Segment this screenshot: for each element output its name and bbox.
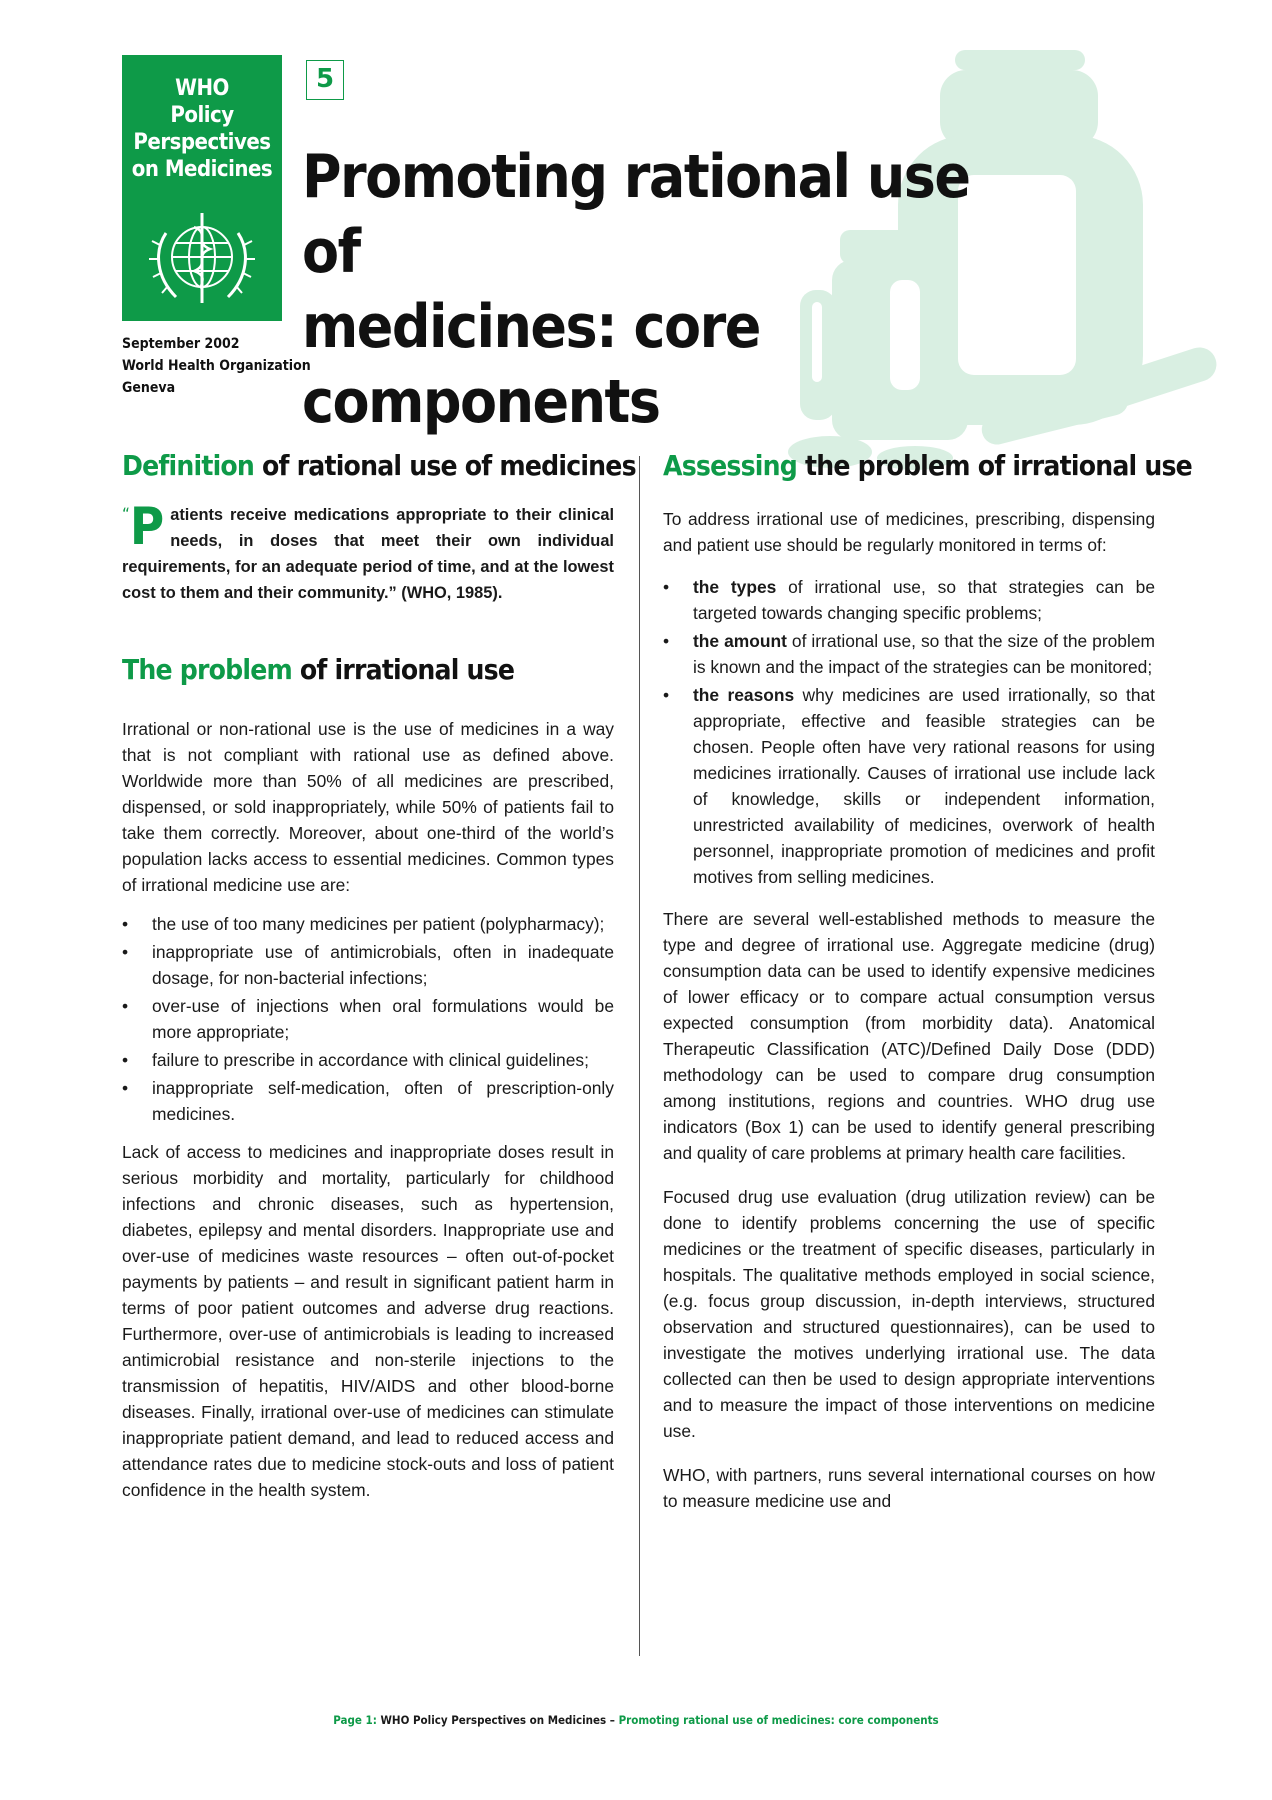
heading-highlight: The problem bbox=[122, 653, 292, 686]
heading-rest: of irrational use bbox=[291, 653, 515, 686]
list-item-term: the types bbox=[693, 577, 777, 597]
list-item: • over-use of injections when oral formulations would be more appropriate; bbox=[122, 993, 614, 1045]
list-item-term: the amount bbox=[693, 631, 787, 651]
list-item-text: of irrational use, so that the size of the problem is known and the impact of the strategies can be monitored; bbox=[693, 631, 1155, 677]
left-column bbox=[122, 448, 636, 1503]
list-item: • inappropriate self-medication, often of prescription-only medicines. bbox=[122, 1075, 614, 1127]
page-footer bbox=[0, 1713, 1272, 1727]
methods-paragraph: There are several well-established methods to measure the type and degree of irrational use. Aggregate medicine (drug) consumption data can be used to identify expensive medicines of lower efficacy or to compare actual consumption versus expected consumption (from morbidity data). Anatomical Therapeutic Classification (ATC)/Defined Daily Dose (DDD) methodology can be used to compare drug consumption among institutions, regions and countries. WHO drug use indicators (Box 1) can be used to identify general prescribing and quality of care problems at primary health care facilities. bbox=[663, 909, 1155, 1163]
footer-page-label: Page 1: bbox=[333, 1713, 377, 1727]
definition-quote bbox=[122, 497, 614, 606]
monitoring-aspects-list bbox=[663, 574, 1155, 890]
publication-date: September 2002 bbox=[122, 336, 240, 352]
page-title-line: medicines: core components bbox=[302, 292, 760, 437]
list-item-text: of irrational use, so that strategies can be targeted towards changing specific problems; bbox=[693, 577, 1155, 623]
list-item-term: the reasons bbox=[693, 685, 795, 705]
publisher-name: World Health Organization bbox=[122, 358, 311, 374]
issue-number-badge: 5 bbox=[306, 60, 344, 100]
quote-text: atients receive medications appropriate to their clinical needs, in doses that meet their own individual requirements, for an adequate period of time, and at the lowest cost to them and their community.” (WHO, 1985). bbox=[122, 506, 614, 602]
problem-section bbox=[122, 652, 614, 1503]
publication-info bbox=[122, 333, 311, 399]
definition-section bbox=[122, 448, 636, 606]
assessing-intro-paragraph: To address irrational use of medicines, prescribing, dispensing and patient use should be regularly monitored in terms of: bbox=[663, 509, 1155, 555]
series-title-line: Policy bbox=[170, 103, 234, 128]
page-title bbox=[302, 140, 1022, 440]
page-title-line: Promoting rational use of bbox=[302, 142, 970, 287]
courses-paragraph: WHO, with partners, runs several international courses on how to measure medicine use and bbox=[663, 1465, 1155, 1511]
series-logo-box bbox=[122, 55, 282, 321]
right-column bbox=[663, 448, 1192, 1514]
series-title-line: WHO bbox=[175, 76, 229, 101]
drug-use-evaluation-paragraph: Focused drug use evaluation (drug utilization review) can be done to identify problems concerning the use of specific medicines or the treatment of specific diseases, particularly in hospitals. The qualitative methods employed in social science, (e.g. focus group discussion, in-depth interviews, structured observation and structured questionnaires), can be used to investigate the motives underlying irrational use. The data collected can then be used to design appropriate interventions and to measure the impact of those interventions on medicine use. bbox=[663, 1187, 1155, 1441]
heading-highlight: Definition bbox=[122, 449, 255, 482]
list-item bbox=[663, 628, 1155, 680]
heading-rest: the problem of irrational use bbox=[796, 449, 1192, 482]
footer-title: Promoting rational use of medicines: core components bbox=[618, 1713, 939, 1727]
heading-highlight: Assessing bbox=[663, 449, 797, 482]
list-item: • the use of too many medicines per patient (polypharmacy); bbox=[122, 911, 614, 937]
list-item bbox=[663, 574, 1155, 626]
series-title-line: on Medicines bbox=[131, 157, 273, 182]
quote-dropcap bbox=[122, 497, 165, 557]
series-title-line: Perspectives bbox=[133, 130, 271, 155]
definition-heading bbox=[122, 448, 636, 484]
series-title bbox=[122, 75, 282, 183]
list-item bbox=[663, 682, 1155, 890]
problem-heading bbox=[122, 652, 614, 688]
heading-rest: of rational use of medicines bbox=[254, 449, 636, 482]
who-emblem-icon bbox=[136, 205, 268, 315]
irrational-use-types-list bbox=[122, 911, 614, 1127]
publisher-city: Geneva bbox=[122, 380, 176, 396]
list-item: • failure to prescribe in accordance with clinical guidelines; bbox=[122, 1047, 614, 1073]
open-quote-mark: “ bbox=[122, 505, 130, 525]
footer-series: WHO Policy Perspectives on Medicines – bbox=[376, 1713, 619, 1727]
problem-consequences-paragraph: Lack of access to medicines and inappropriate doses result in serious morbidity and mortality, particularly for childhood infections and chronic diseases, such as hypertension, diabetes, epilepsy and mental disorders. Inappropriate use and over-use of medicines waste resources – often out-of-pocket payments by patients – and result in significant patient harm in terms of poor patient outcomes and adverse drug reactions. Furthermore, over-use of antimicrobials is leading to increased antimicrobial resistance and non-sterile injections to the transmission of hepatitis, HIV/AIDS and other blood-borne diseases. Finally, irrational over-use of medicines can stimulate inappropriate patient demand, and lead to reduced access and attendance rates due to medicine stock-outs and loss of patient confidence in the health system. bbox=[122, 1142, 614, 1500]
list-item: • inappropriate use of antimicrobials, often in inadequate dosage, for non-bacterial infections; bbox=[122, 939, 614, 991]
assessing-heading bbox=[663, 448, 1192, 484]
dropcap-letter: P bbox=[129, 497, 165, 557]
problem-intro-paragraph: Irrational or non-rational use is the use of medicines in a way that is not compliant with rational use as defined above. Worldwide more than 50% of all medicines are prescribed, dispensed, or sold inappropriately, while 50% of patients fail to take them correctly. Moreover, about one-third of the world’s population lacks access to essential medicines. Common types of irrational medicine use are: bbox=[122, 719, 614, 895]
list-item-text: why medicines are used irrationally, so that appropriate, effective and feasible strategies can be chosen. People often have very rational reasons for using medicines irrationally. Causes of irrational use include lack of knowledge, skills or independent information, unrestricted availability of medicines, overwork of health personnel, inappropriate promotion of medicines and profit motives from selling medicines. bbox=[693, 685, 1155, 887]
column-divider bbox=[639, 456, 640, 1656]
